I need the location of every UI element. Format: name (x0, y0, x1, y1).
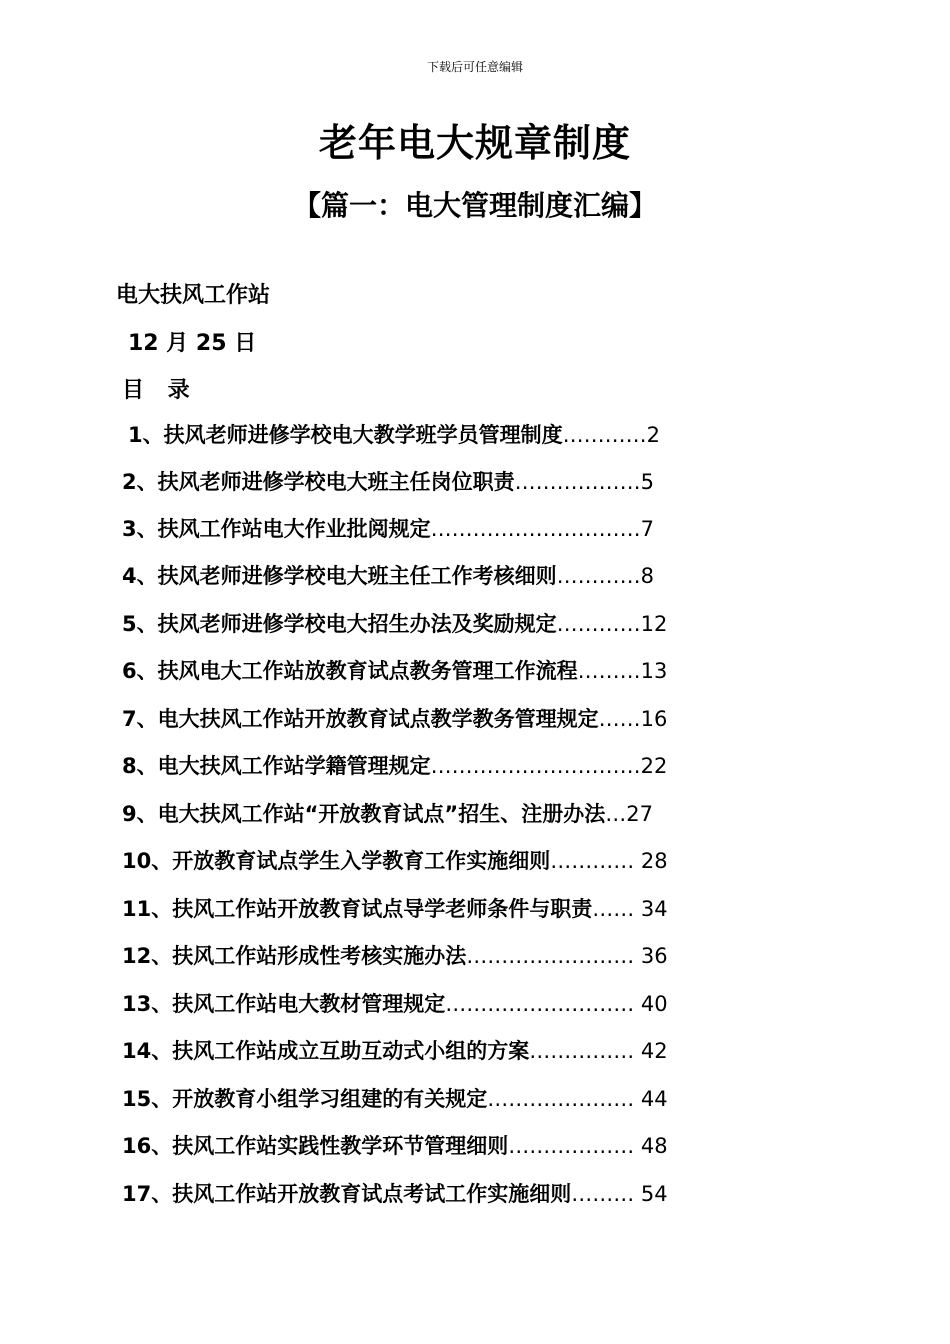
toc-item-text: 7、电大扶风工作站开放教育试点教学教务管理规定 (122, 707, 599, 731)
toc-item-page: 54 (634, 1182, 668, 1206)
toc-heading: 目 录 (122, 378, 198, 403)
toc-item (122, 892, 668, 926)
toc-item (128, 418, 660, 452)
toc-item (122, 797, 653, 831)
toc-item-dots: ……………… (508, 1134, 635, 1158)
document-title: 老年电大规章制度 (318, 121, 631, 165)
document-date: 12 月 25 日 (128, 331, 257, 356)
toc-item-page: 28 (634, 849, 668, 873)
toc-item-text: 6、扶风电大工作站放教育试点教务管理工作流程 (122, 659, 578, 683)
toc-item-text: 15、开放教育小组学习组建的有关规定 (122, 1087, 488, 1111)
toc-item-text: 8、电大扶风工作站学籍管理规定 (122, 754, 431, 778)
toc-item-dots: …… (598, 707, 641, 731)
toc-item-text: 14、扶风工作站成立互助互动式小组的方案 (122, 1039, 530, 1063)
toc-item-page: 27 (626, 802, 653, 826)
toc-item-dots: ……………… (514, 470, 641, 494)
toc-item-page: 8 (640, 564, 654, 588)
toc-item-dots: ………………………… (430, 517, 641, 541)
toc-item-text: 2、扶风老师进修学校电大班主任岗位职责 (122, 470, 515, 494)
page-header-note: 下载后可任意编辑 (426, 60, 523, 74)
toc-item-text: 3、扶风工作站电大作业批阅规定 (122, 517, 431, 541)
toc-item (122, 844, 668, 878)
toc-item-text: 9、电大扶风工作站“开放教育试点”招生、注册办法 (122, 802, 606, 826)
toc-item-page: 5 (640, 470, 654, 494)
toc-item-page: 13 (640, 659, 668, 683)
toc-item-page: 16 (640, 707, 668, 731)
toc-item (122, 1034, 668, 1068)
toc-item-text: 5、扶风老师进修学校电大招生办法及奖励规定 (122, 612, 557, 636)
document-subtitle: 【篇一：电大管理制度汇编】 (292, 189, 657, 222)
toc-item-page: 22 (640, 754, 668, 778)
toc-item-page: 12 (640, 612, 668, 636)
toc-item-page: 44 (634, 1087, 668, 1111)
toc-item-dots: ………… (562, 423, 647, 447)
toc-item-text: 1、扶风老师进修学校电大教学班学员管理制度 (128, 423, 563, 447)
toc-item (122, 1129, 668, 1163)
toc-item-page: 40 (634, 992, 668, 1016)
toc-item-text: 10、开放教育试点学生入学教育工作实施细则 (122, 849, 551, 873)
toc-item-dots: ……………………… (445, 992, 635, 1016)
toc-item-dots: ……… (577, 659, 641, 683)
toc-item-dots: ………… (550, 849, 635, 873)
toc-item (122, 465, 654, 499)
organization-name: 电大扶风工作站 (116, 283, 271, 308)
toc-item-page: 42 (634, 1039, 668, 1063)
toc-item-dots: ………………… (487, 1087, 635, 1111)
toc-item (122, 607, 667, 641)
toc-item (122, 1177, 668, 1211)
toc-item-text: 11、扶风工作站开放教育试点导学老师条件与职责 (122, 897, 593, 921)
toc-item-text: 13、扶风工作站电大教材管理规定 (122, 992, 446, 1016)
toc-item (122, 654, 667, 688)
toc-item-dots: … (605, 802, 627, 826)
toc-item (122, 987, 668, 1021)
toc-item-page: 36 (634, 944, 668, 968)
toc-item-dots: ………… (556, 612, 641, 636)
toc-item (122, 512, 654, 546)
toc-item (122, 939, 668, 973)
toc-item-dots: ……… (571, 1182, 635, 1206)
toc-item-page: 2 (646, 423, 660, 447)
toc-item-page: 7 (640, 517, 654, 541)
toc-item-text: 16、扶风工作站实践性教学环节管理细则 (122, 1134, 509, 1158)
toc-item (122, 749, 667, 783)
toc-item-dots: ………………………… (430, 754, 641, 778)
toc-item-page: 34 (634, 897, 668, 921)
toc-item-dots: …… (592, 897, 635, 921)
toc-item-text: 17、扶风工作站开放教育试点考试工作实施细则 (122, 1182, 572, 1206)
toc-item-dots: ………… (556, 564, 641, 588)
toc-item-dots: …………… (529, 1039, 635, 1063)
toc-item-text: 4、扶风老师进修学校电大班主任工作考核细则 (122, 564, 557, 588)
toc-item (122, 559, 654, 593)
toc-item-dots: …………………… (466, 944, 635, 968)
toc-item-page: 48 (634, 1134, 668, 1158)
toc-item (122, 702, 667, 736)
toc-item-text: 12、扶风工作站形成性考核实施办法 (122, 944, 467, 968)
toc-item (122, 1082, 668, 1116)
